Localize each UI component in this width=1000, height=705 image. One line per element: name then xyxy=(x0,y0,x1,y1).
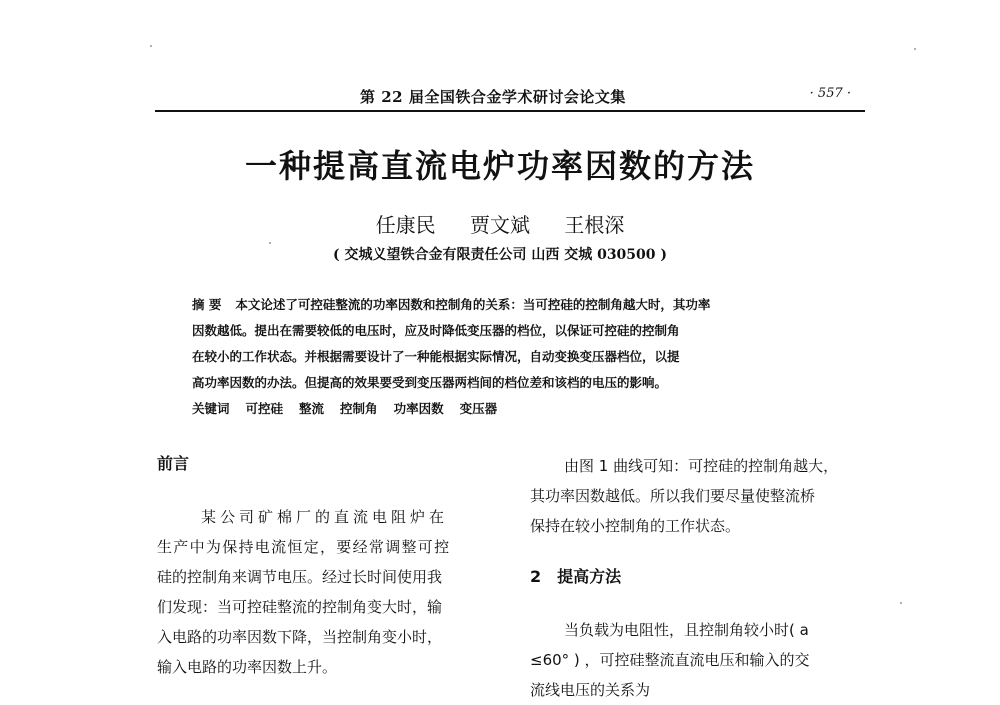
body-line: 输入电路的功率因数上升。 xyxy=(157,658,338,676)
scan-speck xyxy=(914,48,916,50)
right-column-top xyxy=(530,451,870,541)
keyword: 可控硅 xyxy=(245,401,284,416)
proceedings-title: 第 22 届全国铁合金学术研讨会论文集 xyxy=(360,88,626,106)
abstract-label: 摘 要 xyxy=(192,297,222,312)
section-number: 2 xyxy=(530,567,542,586)
body-line: 生产中为保持电流恒定，要经常调整可控 xyxy=(157,538,451,556)
keyword: 控制角 xyxy=(340,401,378,416)
body-line: 由图 1 曲线可知：可控硅的控制角越大， xyxy=(564,457,839,475)
header-rule xyxy=(155,110,865,112)
body-line: 们发现：当可控硅整流的控制角变大时，输 xyxy=(157,598,443,616)
section-heading-method xyxy=(530,564,621,587)
body-line: 入电路的功率因数下降，当控制角变小时， xyxy=(157,628,443,646)
keyword: 功率因数 xyxy=(393,401,444,416)
keywords-label: 关键词 xyxy=(192,401,230,416)
section-title: 提高方法 xyxy=(557,567,622,586)
author: 贾文斌 xyxy=(470,213,530,237)
running-header xyxy=(155,86,865,108)
body-line: ≤60° ) ，可控硅整流直流电压和输入的交 xyxy=(530,651,810,669)
abstract-line: 在较小的工作状态。并根据需要设计了一种能根据实际情况，自动变换变压器档位，以提 xyxy=(192,349,680,364)
keyword: 整流 xyxy=(299,401,325,416)
abstract xyxy=(192,292,834,422)
body-line: 其功率因数越低。所以我们要尽量使整流桥 xyxy=(530,487,816,505)
body-line: 某公司矿棉厂的直流电阻炉在 xyxy=(201,508,449,526)
abstract-line xyxy=(192,292,834,318)
scan-speck xyxy=(900,602,902,604)
scan-speck xyxy=(150,45,152,47)
section-heading-preface: 前言 xyxy=(157,454,190,473)
left-column xyxy=(157,502,497,682)
body-line: 硅的控制角来调节电压。经过长时间使用我 xyxy=(157,568,443,586)
paper-title: 一种提高直流电炉功率因数的方法 xyxy=(244,147,755,185)
body-line: 当负载为电阻性，且控制角较小时( a xyxy=(564,621,809,639)
body-line: 保持在较小控制角的工作状态。 xyxy=(530,517,741,535)
author-list xyxy=(0,209,1000,238)
author: 王根深 xyxy=(564,213,625,237)
page-number: · 557 · xyxy=(809,86,851,101)
body-line: 流线电压的关系为 xyxy=(530,681,651,699)
keywords-line xyxy=(192,396,834,422)
affiliation: ( 交城义望铁合金有限责任公司 山西 交城 030500 ) xyxy=(332,247,668,263)
author: 任康民 xyxy=(375,213,436,237)
abstract-text: 本文论述了可控硅整流的功率因数和控制角的关系：当可控硅的控制角越大时，其功率 xyxy=(235,297,711,312)
abstract-line: 高功率因数的办法。但提高的效果要受到变压器两档间的档位差和该档的电压的影响。 xyxy=(192,375,668,390)
keyword: 变压器 xyxy=(459,401,498,416)
abstract-line: 因数越低。提出在需要较低的电压时，应及时降低变压器的档位，以保证可控硅的控制角 xyxy=(192,323,680,338)
right-column-bottom xyxy=(530,615,870,705)
